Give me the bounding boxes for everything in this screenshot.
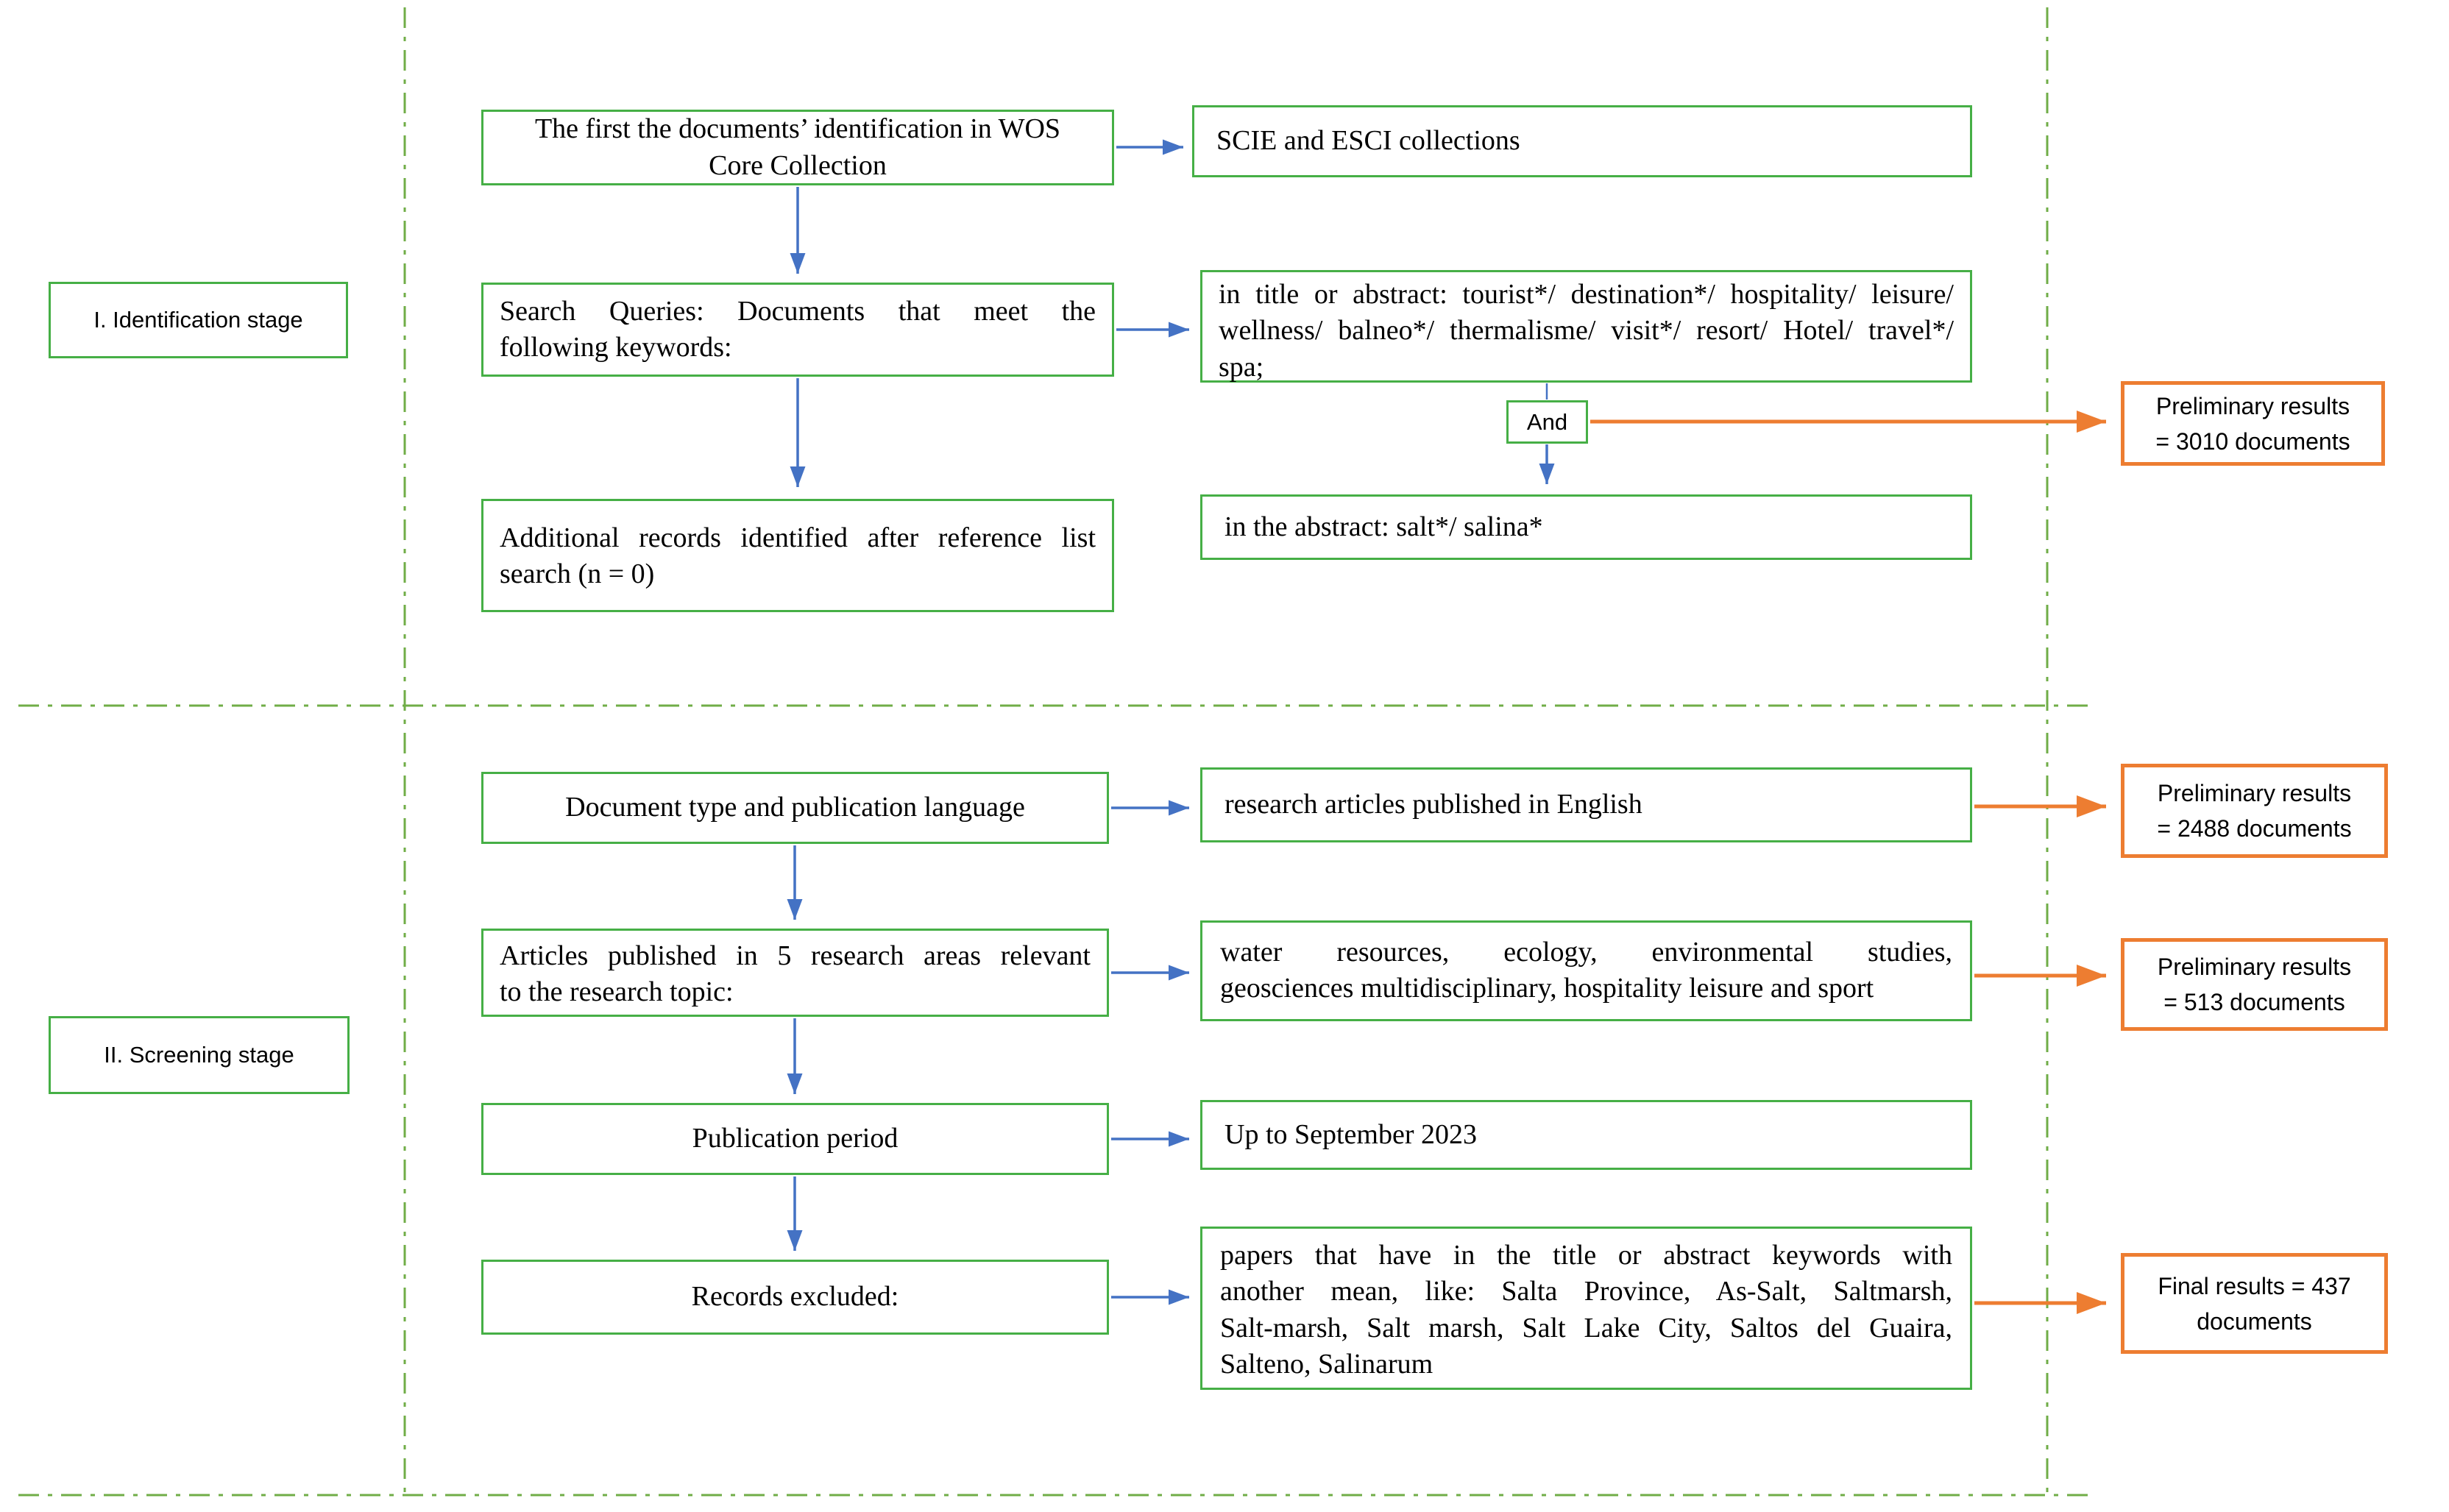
stage-label-screening: II. Screening stage bbox=[49, 1016, 350, 1094]
box-title-abstract-keywords: in title or abstract: tourist*/ destination*/ hospitality/ leisure/ wellness/ balneo*/ thermalisme/ visit*/ resort/ Hotel/ travel*/ spa; bbox=[1200, 270, 1972, 383]
box-abstract-salt: in the abstract: salt*/ salina* bbox=[1200, 494, 1972, 560]
box-records-excluded: Records excluded: bbox=[481, 1260, 1109, 1335]
and-connector: And bbox=[1506, 400, 1588, 444]
box-research-articles-english: research articles published in English bbox=[1200, 767, 1972, 842]
result-final-437: Final results = 437 documents bbox=[2121, 1253, 2388, 1354]
box-document-type: Document type and publication language bbox=[481, 772, 1109, 844]
box-wos-identification: The first the documents’ identification in WOS Core Collection bbox=[481, 110, 1114, 185]
box-additional-records: Additional records identified after reference list search (n = 0) bbox=[481, 499, 1114, 612]
box-up-to-september: Up to September 2023 bbox=[1200, 1100, 1972, 1170]
box-excluded-keywords: papers that have in the title or abstract keywords with another mean, like: Salta Province, As-Salt, Saltmarsh, Salt-marsh, Salt marsh, Salt Lake City, Saltos del Guaira, Salteno, Salinarum bbox=[1200, 1227, 1972, 1390]
result-preliminary-513: Preliminary results = 513 documents bbox=[2121, 938, 2388, 1031]
box-publication-period: Publication period bbox=[481, 1103, 1109, 1175]
box-research-areas: Articles published in 5 research areas relevant to the research topic: bbox=[481, 929, 1109, 1017]
box-search-queries: Search Queries: Documents that meet the following keywords: bbox=[481, 283, 1114, 377]
result-preliminary-3010: Preliminary results = 3010 documents bbox=[2121, 381, 2385, 466]
result-preliminary-2488: Preliminary results = 2488 documents bbox=[2121, 764, 2388, 858]
stage-label-identification: I. Identification stage bbox=[49, 282, 348, 358]
box-scie-collections: SCIE and ESCI collections bbox=[1192, 105, 1972, 177]
box-areas-list: water resources, ecology, environmental studies, geosciences multidisciplinary, hospitality leisure and sport bbox=[1200, 920, 1972, 1021]
